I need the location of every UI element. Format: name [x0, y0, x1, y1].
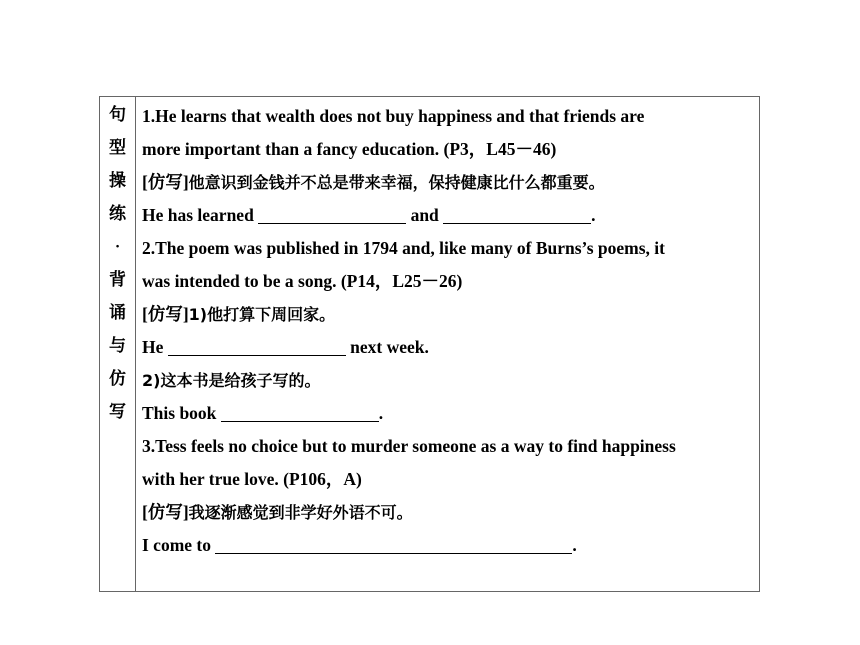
exercise-content	[136, 97, 759, 591]
exercise-table	[99, 96, 760, 592]
answer-prefix: He has learned	[142, 205, 259, 225]
answer-line-2b	[142, 397, 755, 430]
section-label-char: 背	[109, 270, 126, 290]
imitation-prompt-1	[142, 166, 755, 199]
answer-prefix: I come to	[142, 535, 216, 555]
chinese-prompt: 1)他打算下周回家。	[188, 305, 336, 324]
answer-blank[interactable]	[221, 401, 379, 422]
imitation-tag: [仿写]	[142, 304, 189, 324]
answer-end: .	[572, 535, 577, 555]
chinese-prompt: 我逐渐感觉到非学好外语不可。	[188, 503, 413, 522]
chinese-prompt: 2)这本书是给孩子写的。	[142, 371, 321, 390]
sentence-1-line-2: more important than a fancy education. (P3，L45－46)	[142, 139, 557, 159]
section-label-char: 仿	[109, 369, 126, 389]
answer-connector: and	[406, 205, 444, 225]
chinese-prompt: 他意识到金钱并不总是带来幸福，保持健康比什么都重要。	[188, 173, 605, 192]
answer-blank[interactable]	[215, 533, 572, 554]
answer-line-3	[142, 529, 755, 562]
section-label-column	[100, 97, 136, 591]
imitation-tag: [仿写]	[142, 502, 189, 522]
imitation-prompt-2a	[142, 298, 755, 331]
answer-blank[interactable]	[168, 335, 346, 356]
sentence-3-line-2: with her true love. (P106，A)	[142, 469, 362, 489]
section-label-char: 诵	[109, 303, 126, 323]
imitation-prompt-2b	[142, 364, 755, 397]
section-label-char: 写	[109, 402, 126, 422]
answer-suffix: next week.	[345, 337, 429, 357]
section-label-char: ·	[115, 239, 120, 255]
answer-blank[interactable]	[258, 203, 406, 224]
section-label-char: 型	[109, 138, 126, 158]
sentence-2-line-2: was intended to be a song. (P14，L25－26)	[142, 271, 463, 291]
answer-end: .	[591, 205, 596, 225]
answer-line-1	[142, 199, 755, 232]
sentence-1-line-1: 1.He learns that wealth does not buy happiness and that friends are	[142, 106, 645, 126]
section-label-char: 操	[109, 171, 126, 191]
section-label-char: 练	[109, 204, 126, 224]
answer-prefix: This book	[142, 403, 221, 423]
answer-end: .	[378, 403, 384, 423]
sentence-3-line-1: 3.Tess feels no choice but to murder someone as a way to find happiness	[142, 436, 676, 456]
sentence-2-line-1: 2.The poem was published in 1794 and, like many of Burns’s poems, it	[142, 238, 665, 258]
imitation-tag: [仿写]	[142, 172, 189, 192]
answer-blank[interactable]	[443, 203, 591, 224]
imitation-prompt-3	[142, 496, 755, 529]
section-label-char: 与	[109, 336, 126, 356]
answer-line-2a	[142, 331, 755, 364]
section-label-char: 句	[109, 105, 126, 125]
answer-prefix: He	[142, 337, 168, 357]
